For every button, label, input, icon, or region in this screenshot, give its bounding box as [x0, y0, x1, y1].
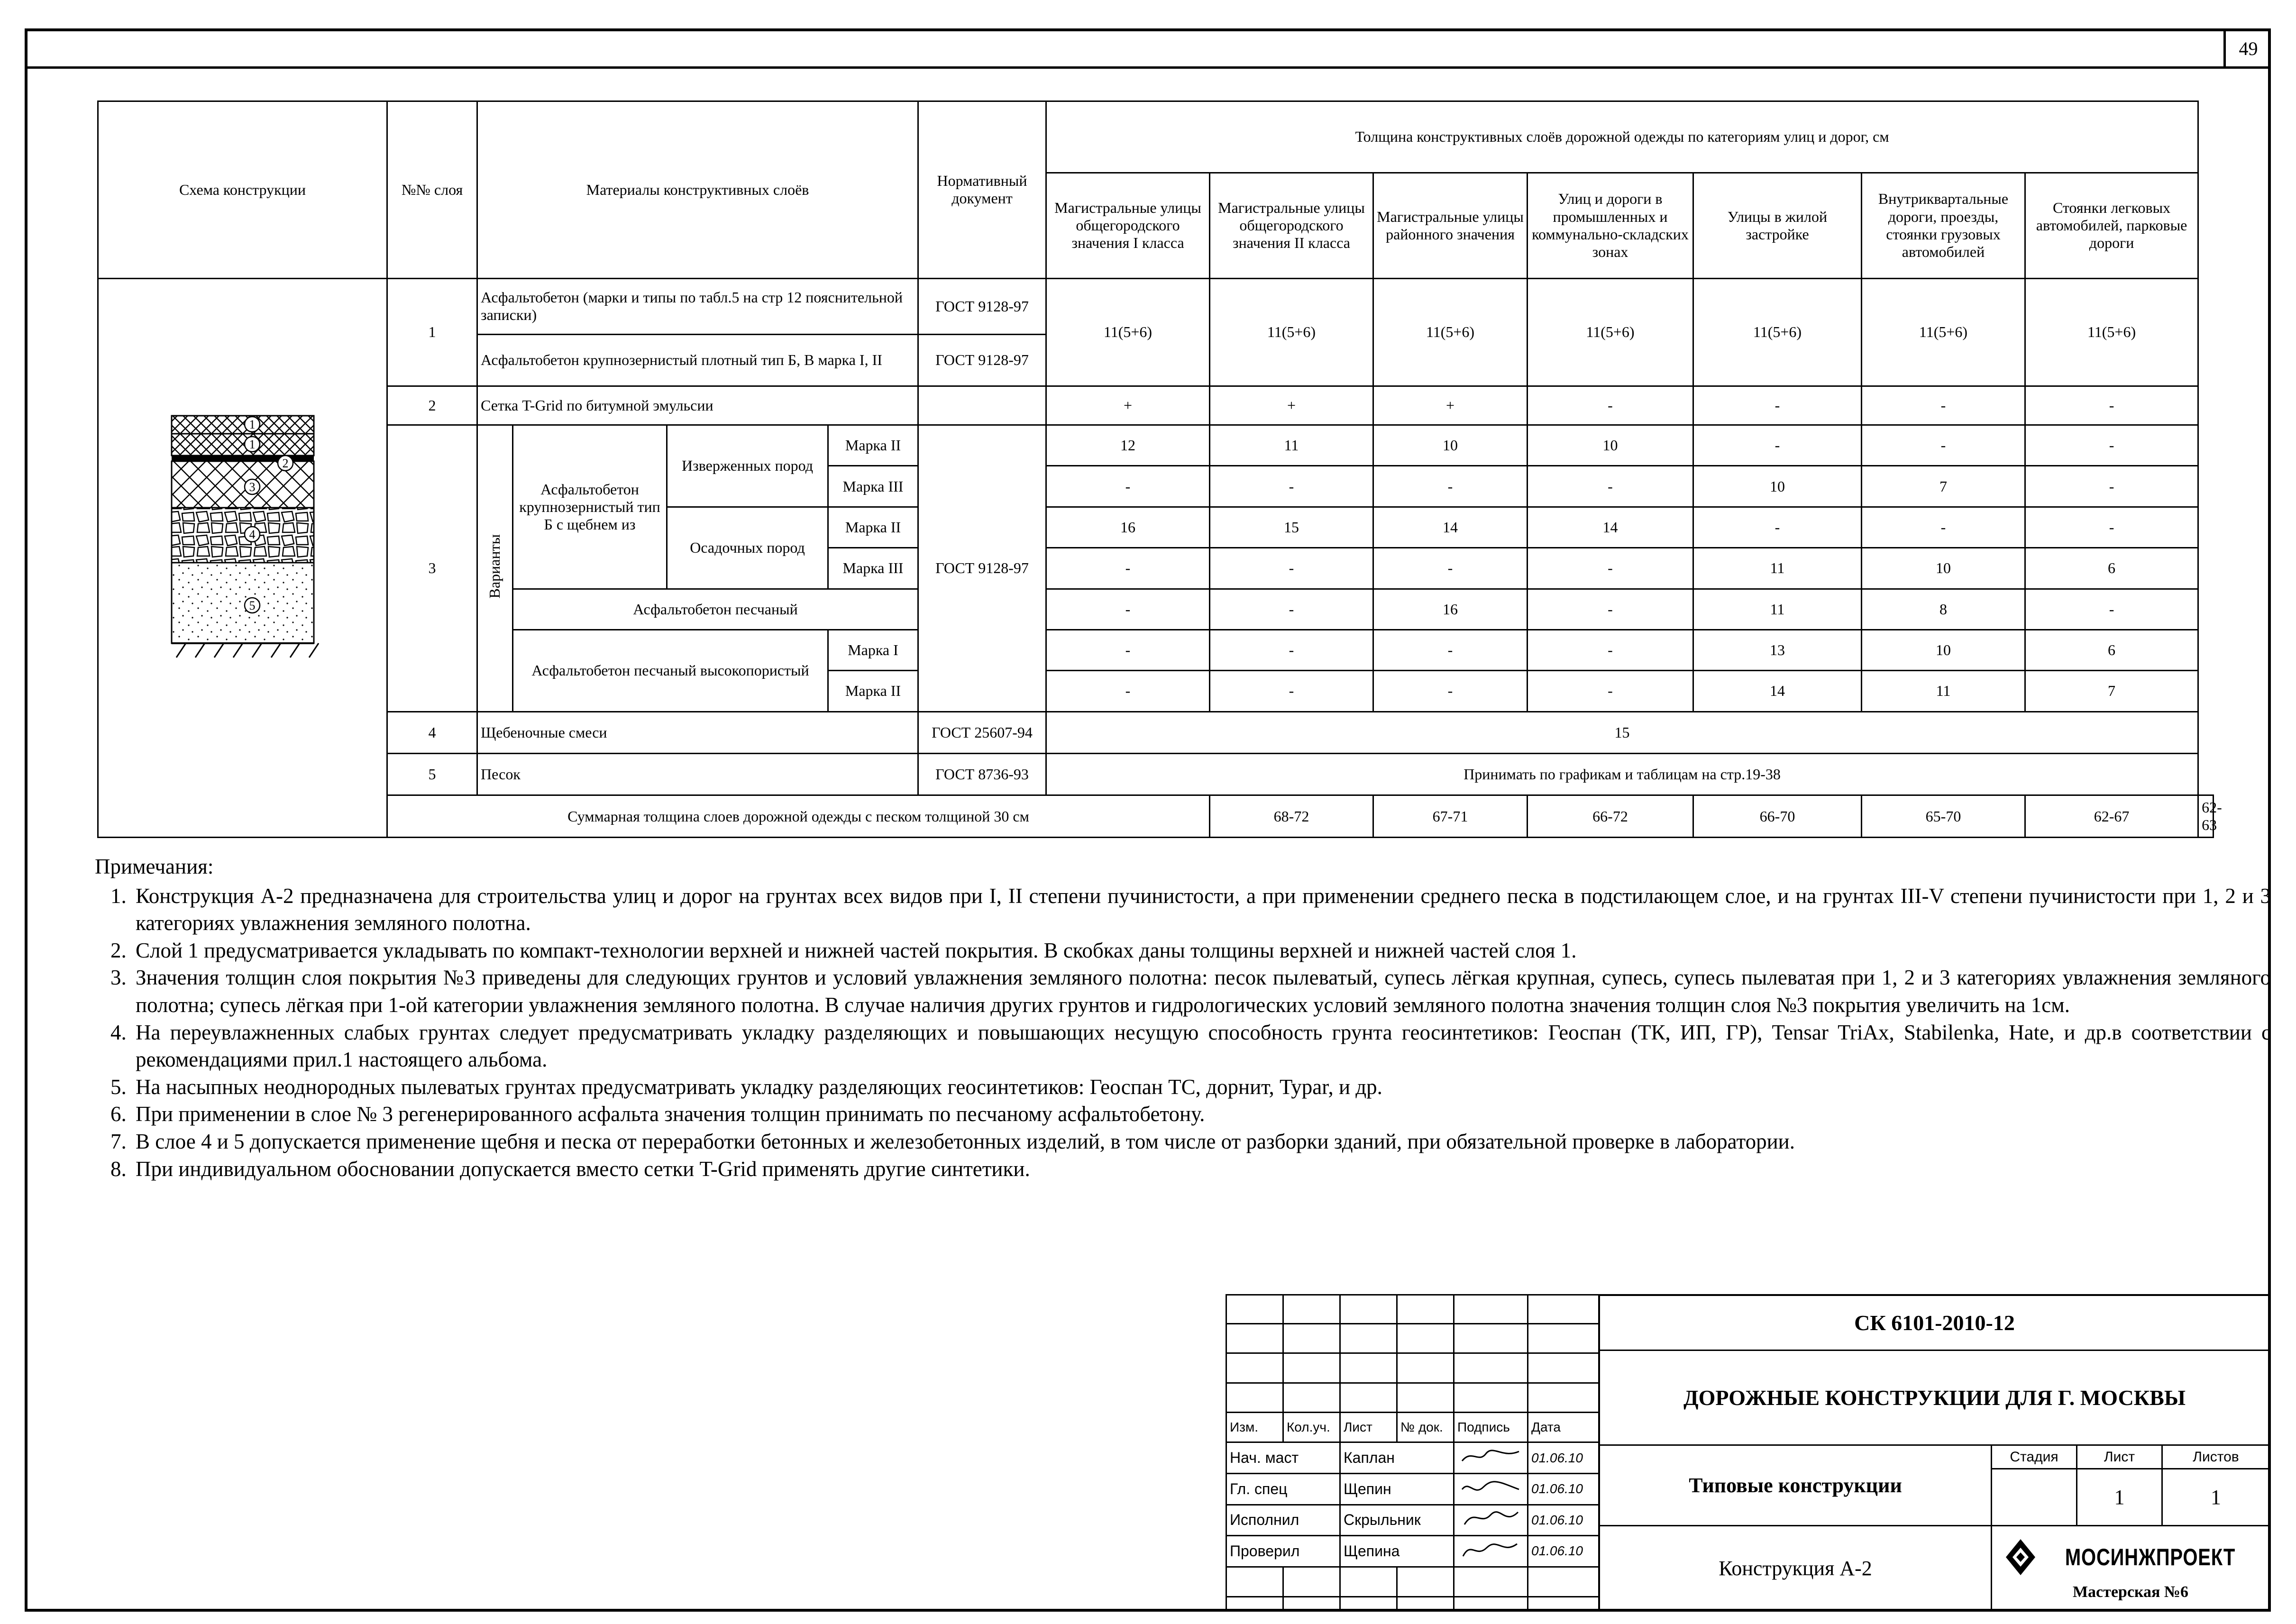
- col-header: Кол.уч.: [1283, 1412, 1340, 1442]
- thickness-value: -: [1862, 425, 2025, 466]
- norm-doc: ГОСТ 8736-93: [918, 754, 1046, 795]
- thickness-value: 10: [1373, 425, 1528, 466]
- signature: [1454, 1536, 1528, 1567]
- thickness-value: 14: [1373, 507, 1528, 547]
- thickness-note: Принимать по графикам и таблицам на стр.19-38: [1046, 754, 2198, 795]
- thickness-value: 15: [1210, 507, 1373, 547]
- note-item: 5. На насыпных неоднородных пылеватых грунтах предусматривать укладку разделяющих геосинтетиков: Геоспан ТС, дорнит, Typar, и др.: [132, 1074, 2271, 1101]
- col-header: Дата: [1528, 1412, 1599, 1442]
- document-title: ДОРОЖНЫЕ КОНСТРУКЦИИ ДЛЯ Г. МОСКВЫ: [1600, 1351, 2269, 1446]
- norm-doc: [918, 386, 1046, 425]
- norm-doc: ГОСТ 25607-94: [918, 712, 1046, 753]
- layer-no: 3: [387, 425, 477, 712]
- header-category: Магистральные улицы общегородского значения I класса: [1046, 173, 1210, 278]
- thickness-value: 7: [1862, 466, 2025, 507]
- header-scheme: Схема конструкции: [98, 101, 387, 279]
- thickness-value: +: [1046, 386, 1210, 425]
- total-value: 68-72: [1210, 795, 1373, 838]
- revision-header-row: [1226, 1412, 1599, 1442]
- header-category: Улиц и дороги в промышленных и коммунально-складских зонах: [1528, 173, 1693, 278]
- title-info: [1598, 1294, 2271, 1612]
- thickness-value: -: [1528, 386, 1693, 425]
- workshop-name: Мастерская №6: [2072, 1583, 2189, 1601]
- sign-date: 01.06.10: [1528, 1442, 1599, 1474]
- document-code: СК 6101-2010-12: [1600, 1296, 2269, 1351]
- thickness-value: -: [2025, 589, 2198, 630]
- norm-doc: ГОСТ 9128-97: [918, 425, 1046, 712]
- thickness-value: 11(5+6): [1046, 278, 1210, 386]
- thickness-value: 11(5+6): [1373, 278, 1528, 386]
- header-norm-doc: Нормативный документ: [918, 101, 1046, 279]
- signature: [1454, 1442, 1528, 1474]
- thickness-value: 13: [1693, 630, 1862, 670]
- person-name: Щепин: [1340, 1473, 1454, 1505]
- material-asphalt: Асфальтобетон (марки и типы по табл.5 на стр 12 пояснительной записки): [477, 278, 918, 335]
- page-number: 49: [2223, 28, 2271, 69]
- material-sedimentary: Осадочных пород: [667, 507, 828, 589]
- norm-doc: ГОСТ 9128-97: [918, 335, 1046, 386]
- thickness-value: -: [1210, 548, 1373, 589]
- scheme-marker: 5: [249, 598, 255, 612]
- thickness-value: 16: [1373, 589, 1528, 630]
- person-name: Каплан: [1340, 1442, 1454, 1474]
- thickness-value: 7: [2025, 671, 2198, 712]
- total-value: 62-67: [2025, 795, 2198, 838]
- thickness-value: 6: [2025, 630, 2198, 670]
- thickness-value: -: [1373, 671, 1528, 712]
- norm-doc: ГОСТ 9128-97: [918, 278, 1046, 335]
- revision-table: [1226, 1294, 1600, 1612]
- thickness-value: 16: [1046, 507, 1210, 547]
- material-igneous: Изверженных пород: [667, 425, 828, 507]
- thickness-value: 11(5+6): [1862, 278, 2025, 386]
- header-category: Магистральные улицы районного значения: [1373, 173, 1528, 278]
- sign-date: 01.06.10: [1528, 1536, 1599, 1567]
- material-gravel-mix: Щебеночные смеси: [477, 712, 918, 753]
- thickness-value: +: [1210, 386, 1373, 425]
- document-subtitle: Типовые конструкции: [1600, 1446, 1992, 1526]
- stage-label: Стадия: [1992, 1446, 2077, 1469]
- scheme-marker: 1: [249, 417, 255, 431]
- thickness-value: 10: [1862, 630, 2025, 670]
- thickness-value: 12: [1046, 425, 1210, 466]
- layer-no: 4: [387, 712, 477, 753]
- thickness-value: 15: [1046, 712, 2198, 753]
- header-line: [25, 66, 2271, 69]
- thickness-value: -: [1046, 630, 1210, 670]
- thickness-value: 14: [1528, 507, 1693, 547]
- scheme-cell: [98, 278, 387, 837]
- note-item: 8. При индивидуальном обосновании допускается вместо сетки T-Grid применять другие синтетики.: [132, 1156, 2271, 1183]
- notes-list: [95, 883, 2271, 1183]
- road-construction-table: [97, 100, 2222, 838]
- total-value: 62-63: [2198, 795, 2214, 838]
- total-value: 67-71: [1373, 795, 1528, 838]
- material-sand-porous: Асфальтобетон песчаный высокопористый: [513, 630, 828, 712]
- material-asphalt-crushed: Асфальтобетон крупнозернистый тип Б с щебнем из: [513, 425, 667, 589]
- layer-scheme-drawing: [138, 392, 347, 724]
- header-category: Магистральные улицы общегородского значения II класса: [1210, 173, 1373, 278]
- notes-heading: Примечания:: [95, 855, 214, 878]
- thickness-value: -: [1210, 671, 1373, 712]
- header-category: Внутриквартальные дороги, проезды, стоянки грузовых автомобилей: [1862, 173, 2025, 278]
- role-label: Гл. спец: [1226, 1473, 1340, 1505]
- thickness-value: 11: [1862, 671, 2025, 712]
- sheet-label: Лист: [2077, 1446, 2163, 1469]
- grade-label: Марка II: [828, 507, 918, 547]
- thickness-value: -: [1528, 466, 1693, 507]
- sheets-value: 1: [2163, 1469, 2269, 1526]
- thickness-value: -: [1373, 630, 1528, 670]
- thickness-value: -: [1693, 386, 1862, 425]
- thickness-value: 14: [1693, 671, 1862, 712]
- col-header: Подпись: [1454, 1412, 1528, 1442]
- grade-label: Марка III: [828, 548, 918, 589]
- thickness-value: -: [2025, 425, 2198, 466]
- note-item: 7. В слое 4 и 5 допускается применение щебня и песка от переработки бетонных и железобетонных изделий, в том числе от разборки зданий, при обязательной проверке в лаборатории.: [132, 1128, 2271, 1156]
- total-value: 65-70: [1862, 795, 2025, 838]
- thickness-value: -: [1210, 630, 1373, 670]
- sheets-label: Листов: [2163, 1446, 2269, 1469]
- thickness-value: 8: [1862, 589, 2025, 630]
- stage-value: [1992, 1469, 2077, 1526]
- variants-label: [477, 425, 513, 712]
- company-block: [1992, 1526, 2269, 1610]
- thickness-value: -: [1862, 386, 2025, 425]
- thickness-value: -: [1693, 425, 1862, 466]
- layer-no: 5: [387, 754, 477, 795]
- role-label: Исполнил: [1226, 1505, 1340, 1536]
- company-name: МОСИНЖПРОЕКТ: [2065, 1544, 2236, 1570]
- sheet-value: 1: [2077, 1469, 2163, 1526]
- note-item: 3. Значения толщин слоя покрытия №3 приведены для следующих грунтов и условий увлажнения земляного полотна: песок пылеватый, супесь лёгкая крупная, супесь, супесь пылеватая при 1, 2 и 3 категориях увлажнения земляного полотна; супесь лёгкая при 1-ой категории увлажнения земляного полотна. В случае наличия других грунтов и гидрологических условий земляного полотна значения толщин слоя №3 покрытия увеличить на 1см.: [132, 964, 2271, 1019]
- role-label: Проверил: [1226, 1536, 1340, 1567]
- thickness-value: +: [1373, 386, 1528, 425]
- sign-date: 01.06.10: [1528, 1505, 1599, 1536]
- grade-label: Марка I: [828, 630, 918, 670]
- thickness-value: -: [1528, 671, 1693, 712]
- thickness-value: 11: [1693, 589, 1862, 630]
- person-name: Щепина: [1340, 1536, 1454, 1567]
- thickness-value: 11(5+6): [1528, 278, 1693, 386]
- thickness-value: -: [1693, 507, 1862, 547]
- total-value: 66-72: [1528, 795, 1693, 838]
- scheme-marker: 2: [282, 456, 288, 470]
- sign-date: 01.06.10: [1528, 1473, 1599, 1505]
- thickness-value: -: [2025, 466, 2198, 507]
- layer-no: 1: [387, 278, 477, 386]
- thickness-value: 11(5+6): [1693, 278, 1862, 386]
- scheme-marker: 4: [249, 527, 255, 541]
- thickness-value: -: [1528, 548, 1693, 589]
- note-item: 1. Конструкция А-2 предназначена для строительства улиц и дорог на грунтах всех видов при I, II степени пучинистости, а при применении среднего песка в подстилающем слое, и на грунтах III-V степени пучинистости при 1, 2 и 3 категориях увлажнения земляного полотна.: [132, 883, 2271, 937]
- note-item: 6. При применении в слое № 3 регенерированного асфальта значения толщин принимать по песчаному асфальтобетону.: [132, 1101, 2271, 1128]
- scheme-marker: 1: [249, 437, 255, 451]
- material-sand-asphalt: Асфальтобетон песчаный: [513, 589, 918, 630]
- thickness-value: -: [1046, 671, 1210, 712]
- material-asphalt-coarse: Асфальтобетон крупнозернистый плотный тип Б, В марка I, II: [477, 335, 918, 386]
- company-logo: [1992, 1536, 2269, 1578]
- notes-section: [95, 853, 2271, 1183]
- signature: [1454, 1505, 1528, 1536]
- material-sand: Песок: [477, 754, 918, 795]
- thickness-value: 10: [1693, 466, 1862, 507]
- thickness-value: 10: [1862, 548, 2025, 589]
- thickness-value: -: [1210, 589, 1373, 630]
- col-header: № док.: [1397, 1412, 1454, 1442]
- company-logo-icon: [2004, 1538, 2037, 1576]
- thickness-value: -: [1373, 548, 1528, 589]
- thickness-value: 11: [1693, 548, 1862, 589]
- note-item: 2. Слой 1 предусматривается укладывать по компакт-технологии верхней и нижней частей покрытия. В скобках даны толщины верхней и нижней частей слоя 1.: [132, 937, 2271, 965]
- header-thickness-group: Толщина конструктивных слоёв дорожной одежды по категориям улиц и дорог, см: [1046, 101, 2198, 173]
- header-materials: Материалы конструктивных слоёв: [477, 101, 918, 279]
- thickness-value: 11: [1210, 425, 1373, 466]
- person-name: Скрыльник: [1340, 1505, 1454, 1536]
- variants-text: Варианты: [486, 534, 503, 599]
- grade-label: Марка III: [828, 466, 918, 507]
- grade-label: Марка II: [828, 671, 918, 712]
- construction-name: Конструкция А-2: [1600, 1526, 1992, 1610]
- thickness-value: -: [1862, 507, 2025, 547]
- thickness-value: -: [1046, 589, 1210, 630]
- thickness-value: 11(5+6): [2025, 278, 2198, 386]
- thickness-value: -: [1046, 548, 1210, 589]
- scheme-marker: 3: [249, 480, 255, 494]
- col-header: Лист: [1340, 1412, 1397, 1442]
- thickness-value: -: [1373, 466, 1528, 507]
- total-value: 66-70: [1693, 795, 1862, 838]
- grade-label: Марка II: [828, 425, 918, 466]
- thickness-value: 11(5+6): [1210, 278, 1373, 386]
- thickness-value: -: [1210, 466, 1373, 507]
- header-category: Стоянки легковых автомобилей, парковые дороги: [2025, 173, 2198, 278]
- thickness-value: -: [1046, 466, 1210, 507]
- header-layer-no: №№ слоя: [387, 101, 477, 279]
- thickness-value: -: [2025, 507, 2198, 547]
- layer-no: 2: [387, 386, 477, 425]
- header-category: Улицы в жилой застройке: [1693, 173, 1862, 278]
- thickness-value: 6: [2025, 548, 2198, 589]
- material-tgrid: Сетка T-Grid по битумной эмульсии: [477, 386, 918, 425]
- thickness-value: -: [1528, 630, 1693, 670]
- thickness-value: -: [1528, 589, 1693, 630]
- total-label: Суммарная толщина слоев дорожной одежды с песком толщиной 30 см: [387, 795, 1210, 838]
- role-label: Нач. маст: [1226, 1442, 1340, 1474]
- thickness-value: 10: [1528, 425, 1693, 466]
- thickness-value: -: [2025, 386, 2198, 425]
- col-header: Изм.: [1226, 1412, 1283, 1442]
- title-block: [1226, 1294, 2271, 1612]
- signature: [1454, 1473, 1528, 1505]
- note-item: 4. На переувлажненных слабых грунтах следует предусматривать укладку разделяющих и повышающих несущую способность грунта геосинтетиков: Геоспан (ТК, ИП, ГР), Tensar TriAx, Stabilenka, Hate, и др.в соответствии с рекомендациями прил.1 настоящего альбома.: [132, 1019, 2271, 1074]
